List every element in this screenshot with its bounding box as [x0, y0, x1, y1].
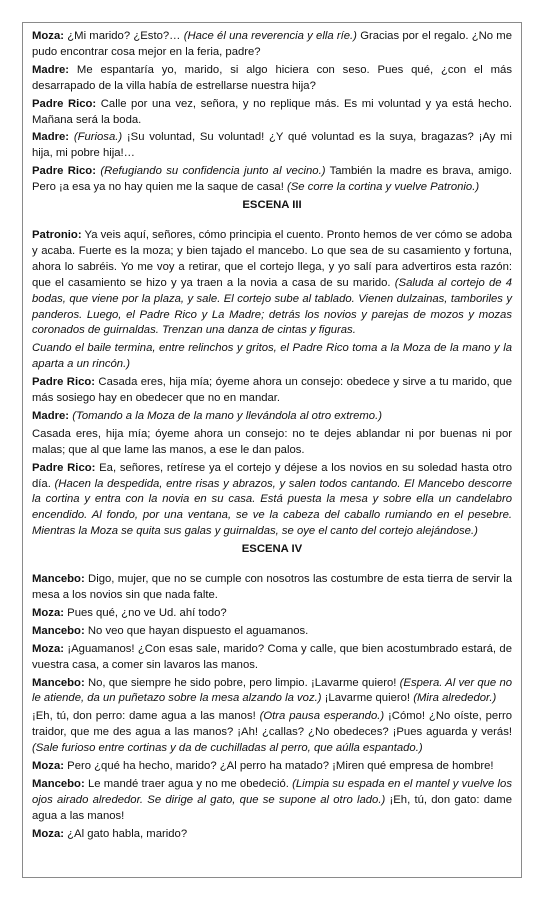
dialogue-text: ¡Eh, tú, don perro: dame agua a las manos!: [32, 710, 260, 723]
stage-direction: (Espera. Al ver que no le atiende, da un puñetazo sobre la mesa alzando la voz.): [32, 676, 513, 705]
dialogue-text: Casada eres, hija mía; óyeme ahora un consejo: obedece y sirve a tu marido, que más sosiego hay en obedecer que no en mandar.: [32, 376, 512, 405]
stage-direction: (Se corre la cortina y vuelve Patronio.): [286, 181, 480, 194]
speaker-name: Moza:: [32, 606, 65, 619]
stage-direction: (Hace él una reverencia y ella ríe.): [183, 30, 357, 42]
dialogue-line: [32, 63, 512, 95]
speaker-name: Padre Rico:: [32, 97, 97, 110]
dialogue-continuation: [32, 709, 512, 757]
speaker-name: Moza:: [32, 760, 65, 773]
stage-direction: (Mira alrededor.): [413, 692, 497, 705]
dialogue-text: ¿Mi marido? ¿Esto?…: [64, 30, 184, 42]
scene-heading: ESCENA III: [242, 199, 302, 212]
dialogue-line: [32, 827, 512, 843]
speaker-name: Padre Rico:: [32, 461, 96, 474]
speaker-name: Moza:: [32, 827, 65, 840]
dialogue-line: [32, 228, 512, 339]
stage-direction: (Refugiando su confidencia junto al vecino.): [100, 165, 326, 178]
speaker-name: Patronio:: [32, 228, 82, 241]
speaker-name: Mancebo:: [32, 573, 85, 586]
stage-direction: (Saluda al cortejo de 4 bodas, que viene por la plaza, y sale. El cortejo sube al tablado. Vienen dulzainas, tamboriles y panderos. Luego, el Padre Rico y La Madre; detrás los novios y parejas de mozos y mozas coronados de guirnaldas. Trenzan una danza de cintas y figuras.: [32, 276, 512, 337]
dialogue-line: [32, 375, 512, 407]
dialogue-line: [32, 461, 512, 541]
play-script-page: [22, 22, 522, 878]
dialogue-line: [32, 606, 512, 622]
dialogue-line: [32, 130, 512, 162]
speaker-name: Mancebo:: [32, 777, 85, 790]
stage-direction: (Otra pausa esperando.): [259, 710, 385, 723]
dialogue-text: Ya veis aquí, señores, cómo principia el cuento. Pronto hemos de ver cómo se adoba y acaba. Fuerte es la moza; y bien tajado el mancebo. Lo que sea de su casamiento y fortuna, ahora lo sabréis. Yo me voy a retirar, que el cortejo llega, y yo salí para advertiros esta razón: que el casamiento se hizo y ya traen a la novia a casa de su marido.: [32, 228, 512, 289]
dialogue-line: [32, 624, 512, 640]
dialogue-line: [32, 642, 512, 674]
dialogue-text: Calle por una vez, señora, y no replique más. Es mi voluntad y ya está hecho. Mañana será la boda.: [32, 97, 512, 126]
dialogue-line: [32, 759, 512, 775]
dialogue-text: Casada eres, hija mía; óyeme ahora un consejo: no te dejes ablandar ni por buenas ni por malas; que al que lame las manos, a ese le dan palos.: [32, 427, 512, 456]
speaker-name: Madre:: [32, 131, 70, 144]
dialogue-text: ¡Cómo! ¿No oíste, perro traidor, que me des agua a las manos? ¡Ah! ¿callas? ¿No obedeces? ¡Pues aguarda y verás!: [32, 710, 513, 739]
speaker-name: Moza:: [32, 30, 65, 42]
speaker-name: Padre Rico:: [32, 165, 96, 178]
dialogue-text: ¡Su voluntad, Su voluntad! ¿Y qué voluntad es la suya, bragazas? ¡Ay mi hija, mi pobre hija!…: [32, 131, 512, 160]
stage-direction: (Hacen la despedida, entre risas y abrazos, y salen todos cantando. El Mancebo descorre la cortina y entra con la novia en su casa. Está puesta la mesa y sobre ella un candelabro encendido. Al fondo, por una ventana, se ve la cabeza del caballo rumiando en el pesebre. Mientras la Moza se quita sus galas y guirnaldas, se oye el canto del cortejo alejándose.): [32, 477, 513, 538]
dialogue-line: [32, 572, 512, 604]
speaker-name: Mancebo:: [32, 624, 85, 637]
dialogue-text: Ea, señores, retírese ya el cortejo y déjese a los novios en su soledad hasta otro día.: [32, 461, 513, 490]
dialogue-line: [32, 676, 512, 708]
stage-direction: Cuando el baile termina, entre relinchos y gritos, el Padre Rico toma a la Moza de la mano y la aparta a un rincón.): [32, 342, 512, 371]
speaker-name: Padre Rico:: [32, 376, 96, 389]
speaker-name: Madre:: [32, 409, 70, 422]
dialogue-text: Digo, mujer, que no se cumple con nosotros las costumbre de esta tierra de servir la mesa a los novios sin que nada falte.: [32, 573, 512, 601]
dialogue-continuation: [32, 341, 512, 373]
dialogue-continuation: [32, 427, 512, 459]
dialogue-text: ¡Aguamanos! ¿Con esas sale, marido? Coma y calle, que bien acostumbrado estará, de vuestra casa, a comer sin lavaros las manos.: [32, 642, 512, 671]
dialogue-text: Pero ¿qué ha hecho, marido? ¿Al perro ha matado? ¡Miren qué empresa de hombre!: [64, 760, 494, 773]
stage-direction: (Sale furioso entre cortinas y da de cuchilladas al perro, que aúlla espantado.): [32, 742, 423, 755]
stage-direction: (Limpia su espada en el mantel y vuelve los ojos airado alrededor. Se dirige al gato, que se supone al otro lado.): [32, 777, 512, 806]
dialogue-text: ¡Lavarme quiero!: [321, 692, 414, 705]
stage-direction: (Furiosa.): [73, 131, 123, 144]
scene-heading: ESCENA IV: [241, 543, 303, 556]
dialogue-text: ¿Al gato habla, marido?: [64, 827, 188, 840]
speaker-name: Moza:: [32, 642, 65, 655]
dialogue-text: Gracias por el regalo. ¿No me pudo encontrar cosa mejor en la feria, padre?: [32, 30, 512, 58]
dialogue-text: Pues qué, ¿no ve Ud. ahí todo?: [64, 606, 227, 619]
dialogue-line: [32, 97, 512, 129]
dialogue-text: No, que siempre he sido pobre, pero limpio. ¡Lavarme quiero!: [84, 676, 400, 689]
speaker-name: Madre:: [32, 63, 70, 76]
stage-direction: (Tomando a la Moza de la mano y llevándola al otro extremo.): [72, 409, 382, 422]
dialogue-text: También la madre es brava, amigo. Pero ¡a esa ya no hay quien me la saque de casa!: [32, 165, 513, 194]
dialogue-text: Le mandé traer agua y no me obedeció.: [84, 777, 293, 790]
dialogue-text: ¡Eh, tú, don gato: dame agua a las manos!: [32, 793, 512, 822]
dialogue-line: [32, 29, 512, 61]
dialogue-line: [32, 164, 512, 196]
dialogue-text: No veo que hayan dispuesto el aguamanos.: [84, 624, 309, 637]
dialogue-line: [32, 777, 512, 825]
dialogue-line: [32, 409, 512, 425]
dialogue-text: Me espantaría yo, marido, si algo hiciera con seso. Pues qué, ¿con el más desarrapado de la villa había de estrellarse nuestra hija?: [32, 63, 512, 92]
speaker-name: Mancebo:: [32, 676, 85, 689]
